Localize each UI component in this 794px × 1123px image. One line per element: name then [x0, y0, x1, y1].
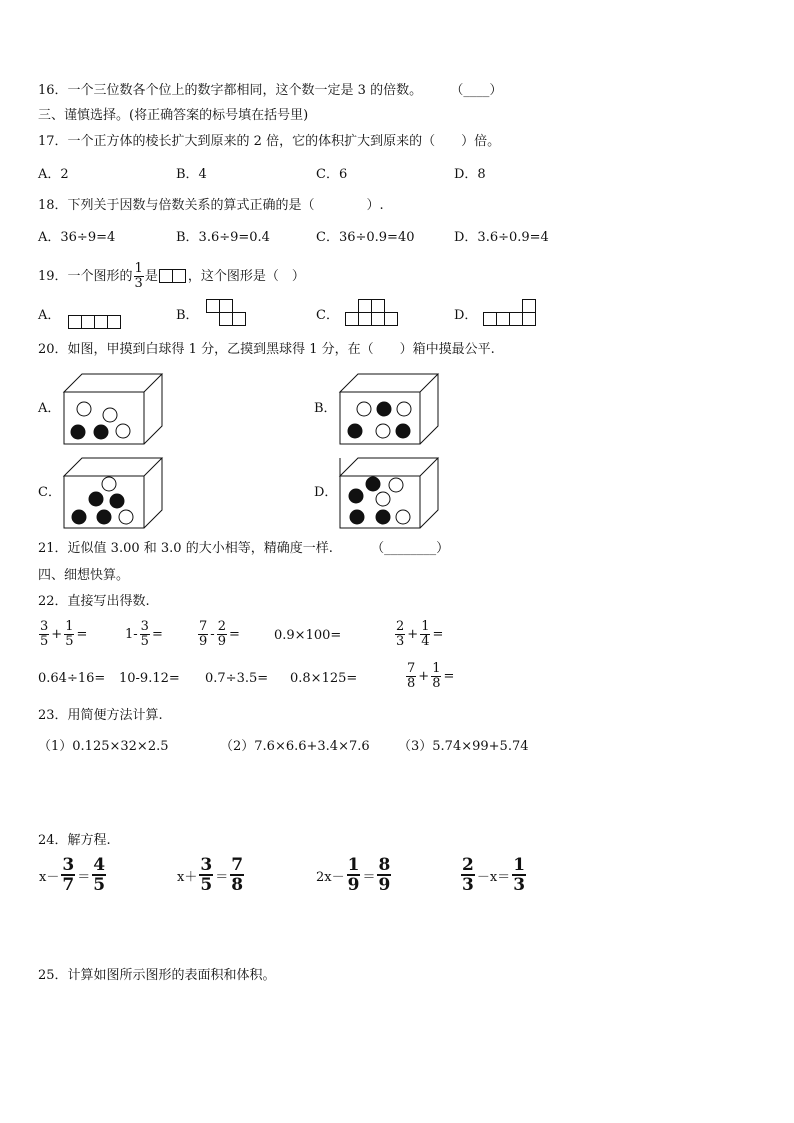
- q22-text: 22．直接写出得数.: [38, 594, 150, 609]
- q24-eq-4: $\frac{2}{3}$ －x＝ $\frac{1}{3}$: [462, 855, 526, 895]
- q24-text: 24．解方程.: [38, 833, 111, 848]
- q23-text: 23．用简便方法计算.: [38, 708, 163, 723]
- section4-heading: 四、细想快算。: [38, 568, 130, 583]
- q22-r1-e5: $\frac{2}{3}$ + $\frac{1}{4}$ =: [396, 619, 444, 649]
- q16-text: 16．一个三位数各个位上的数字都相同，这个数一定是 3 的倍数。 （____）: [38, 83, 503, 98]
- q20-option-c[interactable]: C．: [38, 485, 61, 500]
- q22-r1-e3: $\frac{7}{9}$ - $\frac{2}{9}$ =: [199, 619, 240, 649]
- q17-option-b[interactable]: B．4: [176, 167, 207, 182]
- q19-option-b[interactable]: B．: [176, 308, 199, 323]
- q22-r1-e4: 0.9×100=: [274, 628, 342, 643]
- q19-option-a[interactable]: A．: [38, 308, 61, 323]
- q25-text: 25．计算如图所示图形的表面积和体积。: [38, 968, 276, 983]
- q19-two-squares-figure: [160, 268, 186, 286]
- q19-option-a-figure: [68, 313, 124, 330]
- q20-option-a[interactable]: A．: [38, 401, 61, 416]
- q20-option-d[interactable]: D．: [314, 485, 338, 500]
- q17-option-c[interactable]: C．6: [316, 167, 348, 182]
- q20-box-b-figure: [338, 372, 440, 446]
- q18-option-c[interactable]: C．36÷0.9=40: [316, 230, 415, 245]
- q22-r2-e4: 0.8×125=: [290, 671, 358, 686]
- q19-fraction: $\frac{1}{3}$: [134, 261, 143, 291]
- q20-box-c-figure: [62, 456, 164, 530]
- q20-text: 20．如图，甲摸到白球得 1 分，乙摸到黑球得 1 分，在（ ）箱中摸最公平.: [38, 342, 495, 357]
- q21-answer-blank[interactable]: （________）: [371, 541, 450, 556]
- q17-option-d[interactable]: D．8: [454, 167, 486, 182]
- q23-item-3: （3）5.74×99+5.74: [398, 739, 529, 754]
- q20-box-a-figure: [62, 372, 164, 446]
- q18-option-b[interactable]: B．3.6÷9=0.4: [176, 230, 270, 245]
- q18-option-d[interactable]: D．3.6÷0.9=4: [454, 230, 549, 245]
- q19-option-c-figure: [345, 299, 403, 329]
- q24-eq-3: 2x－ $\frac{1}{9}$ ＝ $\frac{8}{9}$: [316, 855, 391, 895]
- q20-box-d-figure: [338, 456, 440, 530]
- q18-text: 18．下列关于因数与倍数关系的算式正确的是（ ）.: [38, 198, 384, 213]
- q17-option-a[interactable]: A．2: [38, 167, 69, 182]
- q22-r1-e2: 1- $\frac{3}{5}$ =: [125, 619, 163, 649]
- q16-answer-blank[interactable]: （____）: [450, 83, 503, 98]
- section3-heading: 三、谨慎选择。(将正确答案的标号填在括号里): [38, 108, 309, 123]
- q22-r2-e3: 0.7÷3.5=: [205, 671, 269, 686]
- q21-text: 21．近似值 3.00 和 3.0 的大小相等，精确度一样. （________）: [38, 541, 450, 556]
- q22-r2-e5: $\frac{7}{8}$ + $\frac{1}{8}$ =: [407, 661, 455, 691]
- q22-r2-e1: 0.64÷16=: [38, 671, 106, 686]
- q19-option-c[interactable]: C．: [316, 308, 339, 323]
- q23-item-1: （1）0.125×32×2.5: [38, 739, 169, 754]
- q22-r2-e2: 10-9.12=: [119, 671, 180, 686]
- q24-eq-2: x＋ $\frac{3}{5}$ ＝ $\frac{7}{8}$: [177, 855, 244, 895]
- q19-option-d[interactable]: D．: [454, 308, 478, 323]
- q20-option-b[interactable]: B．: [314, 401, 337, 416]
- q19-option-d-figure: [483, 299, 541, 329]
- q23-item-2: （2）7.6×6.6+3.4×7.6: [220, 739, 370, 754]
- q19-option-b-figure: [206, 299, 250, 329]
- q24-eq-1: x－ $\frac{3}{7}$ ＝ $\frac{4}{5}$: [39, 855, 106, 895]
- q18-option-a[interactable]: A．36÷9=4: [38, 230, 116, 245]
- q17-text: 17．一个正方体的棱长扩大到原来的 2 倍，它的体积扩大到原来的（ ）倍。: [38, 134, 501, 149]
- q19-text: 19．一个图形的 $\frac{1}{3}$ 是 ，这个图形是（ ）: [38, 261, 305, 291]
- q22-r1-e1: $\frac{3}{5}$ + $\frac{1}{5}$ =: [40, 619, 88, 649]
